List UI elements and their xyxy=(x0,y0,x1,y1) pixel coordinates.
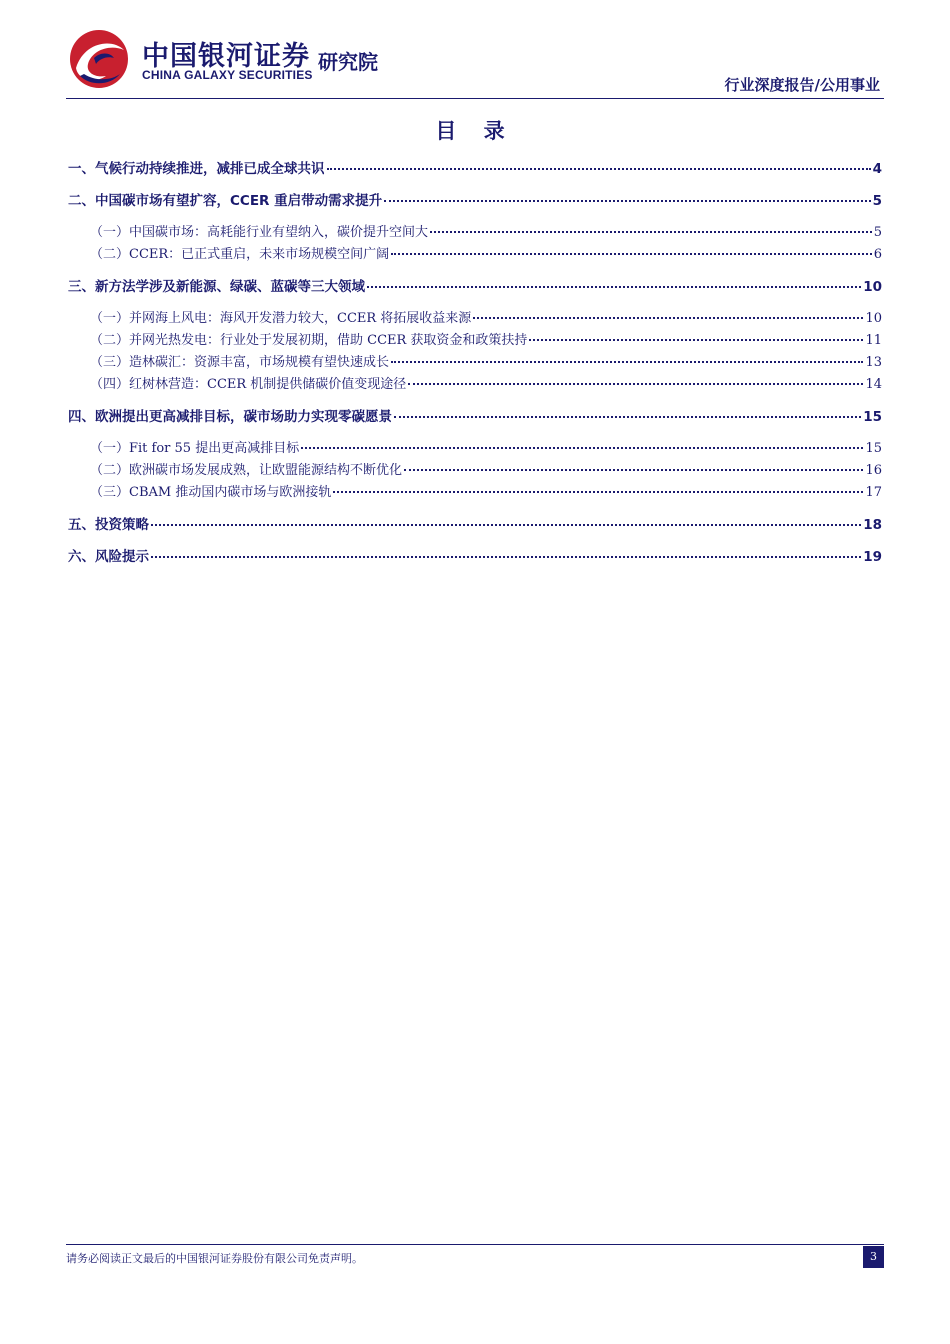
toc-entry-text: 二、中国碳市场有望扩容，CCER 重启带动需求提升 xyxy=(68,193,383,209)
toc-dot-leader xyxy=(333,491,863,493)
toc-section-entry[interactable] xyxy=(68,276,882,298)
brand-name-en: CHINA GALAXY SECURITIES xyxy=(142,68,313,82)
table-of-contents xyxy=(68,158,882,568)
institute-label: 研究院 xyxy=(318,50,378,74)
toc-page-number: 5 xyxy=(873,225,882,240)
toc-section-entry[interactable] xyxy=(68,514,882,536)
toc-page-number: 14 xyxy=(865,377,882,392)
toc-page-number: 15 xyxy=(865,441,882,456)
page-header xyxy=(66,28,884,100)
toc-entry-text: （一）并网海上风电：海风开发潜力较大，CCER 将拓展收益来源 xyxy=(90,311,472,326)
toc-subsection-entry[interactable] xyxy=(68,330,882,352)
toc-page-number: 15 xyxy=(863,409,882,425)
toc-subsection-entry[interactable] xyxy=(68,460,882,482)
toc-section-entry[interactable] xyxy=(68,158,882,180)
toc-subsection-entry[interactable] xyxy=(68,222,882,244)
report-type-label: 行业深度报告/公用事业 xyxy=(724,76,880,94)
toc-page-number: 4 xyxy=(872,161,882,177)
toc-entry-text: 四、欧洲提出更高减排目标，碳市场助力实现零碳愿景 xyxy=(68,409,392,425)
toc-dot-leader xyxy=(301,447,863,449)
toc-page-number: 17 xyxy=(865,485,882,500)
toc-section-entry[interactable] xyxy=(68,406,882,428)
toc-title: 目 录 xyxy=(435,119,515,143)
toc-page-number: 19 xyxy=(863,549,882,565)
toc-section-entry[interactable] xyxy=(68,190,882,212)
toc-page-number: 5 xyxy=(872,193,882,209)
page-number-badge: 3 xyxy=(863,1246,884,1268)
toc-subsection-entry[interactable] xyxy=(68,308,882,330)
toc-entry-text: （四）红树林营造：CCER 机制提供储碳价值变现途径 xyxy=(90,377,407,392)
toc-entry-text: 三、新方法学涉及新能源、绿碳、蓝碳等三大领域 xyxy=(68,279,365,295)
toc-dot-leader xyxy=(404,469,863,471)
toc-page-number: 13 xyxy=(865,355,882,370)
toc-dot-leader xyxy=(391,253,872,255)
toc-entry-text: （二）欧洲碳市场发展成熟，让欧盟能源结构不断优化 xyxy=(90,463,403,478)
header-divider xyxy=(66,98,884,99)
footer-divider xyxy=(66,1244,884,1245)
toc-subsection-entry[interactable] xyxy=(68,352,882,374)
toc-dot-leader xyxy=(408,383,863,385)
toc-dot-leader xyxy=(151,524,861,526)
galaxy-swirl-logo-icon xyxy=(66,28,132,90)
toc-dot-leader xyxy=(394,416,861,418)
toc-page-number: 18 xyxy=(863,517,882,533)
toc-dot-leader xyxy=(430,231,872,233)
toc-dot-leader xyxy=(391,361,863,363)
toc-subsection-entry[interactable] xyxy=(68,374,882,396)
toc-entry-text: （二）并网光热发电：行业处于发展初期，借助 CCER 获取资金和政策扶持 xyxy=(90,333,528,348)
footer-disclaimer: 请务必阅读正文最后的中国银河证券股份有限公司免责声明。 xyxy=(66,1252,363,1265)
toc-dot-leader xyxy=(367,286,861,288)
toc-entry-text: （二）CCER：已正式重启，未来市场规模空间广阔 xyxy=(90,247,390,262)
toc-subsection-entry[interactable] xyxy=(68,438,882,460)
toc-dot-leader xyxy=(384,200,870,202)
toc-dot-leader xyxy=(327,168,871,170)
toc-entry-text: 六、风险提示 xyxy=(68,549,149,565)
toc-section-entry[interactable] xyxy=(68,546,882,568)
toc-entry-text: 一、气候行动持续推进，减排已成全球共识 xyxy=(68,161,325,177)
toc-entry-text: （三）造林碳汇：资源丰富，市场规模有望快速成长 xyxy=(90,355,390,370)
toc-dot-leader xyxy=(473,317,863,319)
toc-page-number: 11 xyxy=(865,333,882,348)
toc-page-number: 10 xyxy=(865,311,882,326)
toc-entry-text: （一）中国碳市场：高耗能行业有望纳入，碳价提升空间大 xyxy=(90,225,429,240)
toc-dot-leader xyxy=(529,339,863,341)
toc-page-number: 6 xyxy=(873,247,882,262)
toc-subsection-entry[interactable] xyxy=(68,482,882,504)
brand-name-cn: 中国银河证券 xyxy=(142,41,310,72)
toc-entry-text: 五、投资策略 xyxy=(68,517,149,533)
toc-page-number: 16 xyxy=(865,463,882,478)
toc-page-number: 10 xyxy=(863,279,882,295)
toc-entry-text: （一）Fit for 55 提出更高减排目标 xyxy=(90,441,300,456)
toc-dot-leader xyxy=(151,556,861,558)
toc-subsection-entry[interactable] xyxy=(68,244,882,266)
toc-entry-text: （三）CBAM 推动国内碳市场与欧洲接轨 xyxy=(90,485,332,500)
